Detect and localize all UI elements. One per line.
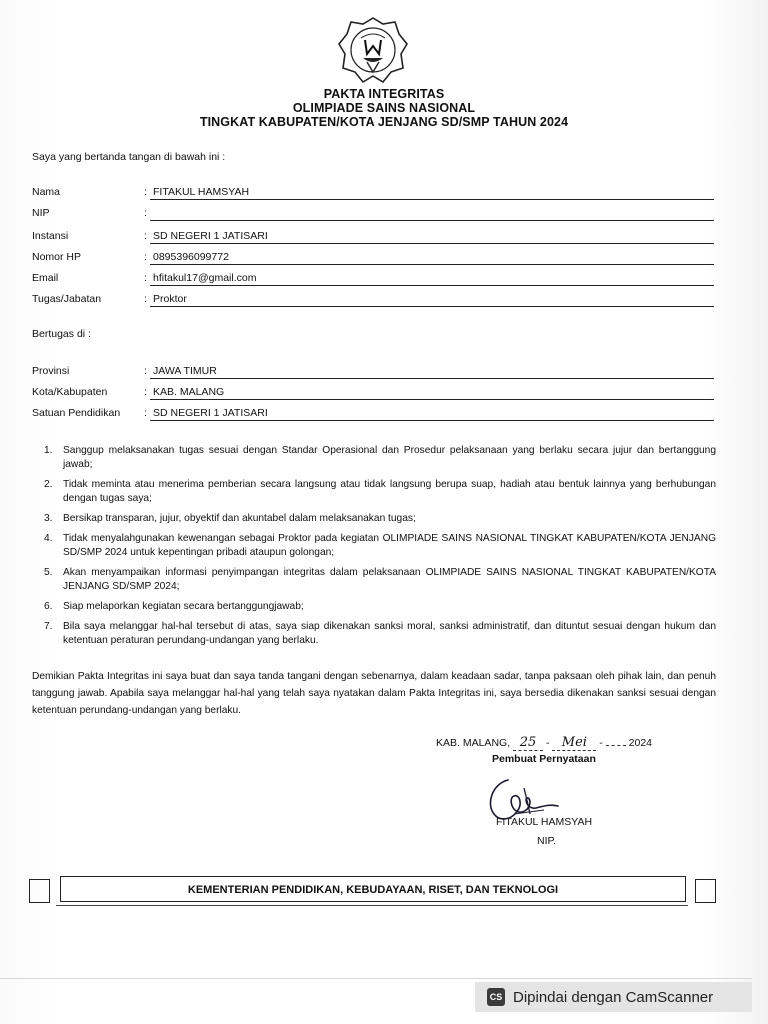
- statement-text: Akan menyampaikan informasi penyimpangan integritas dalam pelaksanaan OLIMPIADE SAINS NASIONAL TINGKAT KABUPATEN/KOTA JENJANG SD/SMP 2024;: [63, 567, 716, 592]
- title-line-1: PAKTA INTEGRITAS: [323, 87, 445, 101]
- field-nip: [32, 205, 714, 223]
- date-month: Mei: [561, 735, 587, 750]
- field-colon: :: [144, 272, 147, 284]
- field-underline: [150, 243, 714, 244]
- field-label: Instansi: [32, 230, 69, 242]
- field-label: Tugas/Jabatan: [32, 293, 102, 305]
- signer-name: FITAKUL HAMSYAH: [496, 816, 593, 828]
- field-label: Kota/Kabupaten: [32, 386, 108, 398]
- title-line-2: OLIMPIADE SAINS NASIONAL: [292, 101, 476, 115]
- field-underline: [150, 220, 714, 221]
- field-label: Nomor HP: [32, 251, 82, 263]
- camscanner-text: Dipindai dengan CamScanner: [513, 988, 714, 1006]
- field-value: hfitakul17@gmail.com: [153, 272, 257, 284]
- field-colon: :: [144, 386, 147, 398]
- statement-item: [40, 512, 716, 526]
- field-underline: [150, 378, 714, 379]
- field-email: [32, 270, 714, 288]
- field-colon: :: [144, 407, 147, 419]
- statement-item: [40, 532, 716, 560]
- field-nama: [32, 184, 714, 202]
- field-label: Email: [32, 272, 59, 284]
- place-date: KAB. MALANG, 25 - Mei - 2024: [436, 735, 652, 750]
- camscanner-logo-icon: CS: [487, 988, 505, 1006]
- ministry-underline: [56, 905, 688, 906]
- field-value: JAWA TIMUR: [153, 365, 217, 377]
- day-blank: [513, 735, 543, 751]
- field-underline: [150, 264, 714, 265]
- statement-number: 5.: [44, 567, 53, 578]
- field-tugas-jabatan: [32, 291, 714, 309]
- statement-text: Tidak meminta atau menerima pemberian secara langsung atau tidak langsung berupa suap, hadiah atau bentuk lainnya yang berhubungan dengan tugas saya;: [63, 479, 716, 504]
- statement-text: Siap melaporkan kegiatan secara bertanggungjawab;: [63, 601, 304, 612]
- field-colon: :: [144, 251, 147, 263]
- month-blank: [552, 735, 596, 751]
- title-line-3: TINGKAT KABUPATEN/KOTA JENJANG SD/SMP TAHUN 2024: [199, 115, 569, 129]
- field-label: Provinsi: [32, 365, 70, 377]
- field-colon: :: [144, 293, 147, 305]
- place-text: KAB. MALANG,: [436, 737, 511, 749]
- field-value: KAB. MALANG: [153, 386, 225, 398]
- signer-nip-label: NIP.: [537, 835, 557, 847]
- intro-text: Saya yang bertanda tangan di bawah ini :: [32, 151, 226, 163]
- field-colon: :: [144, 230, 147, 242]
- field-label: NIP: [32, 207, 50, 219]
- statement-item: [40, 620, 716, 648]
- statement-text: Bila saya melanggar hal-hal tersebut di atas, saya siap dikenakan sanksi moral, sanksi administratif, dan dituntut sesuai dengan hukum dan ketentuan peraturan perundang-undangan yang berlaku.: [63, 621, 716, 646]
- statement-item: [40, 600, 716, 614]
- camscanner-watermark: [475, 982, 752, 1012]
- field-underline: [150, 306, 714, 307]
- statement-text: Bersikap transparan, jujur, obyektif dan akuntabel dalam melaksanakan tugas;: [63, 513, 416, 524]
- duty-section-label: Bertugas di :: [32, 328, 91, 340]
- statement-item: [40, 478, 716, 506]
- ministry-banner: KEMENTERIAN PENDIDIKAN, KEBUDAYAAN, RISET, DAN TEKNOLOGI: [60, 876, 686, 902]
- field-satuan-pendidikan: [32, 405, 714, 423]
- statement-text: Sanggup melaksanakan tugas sesuai dengan Standar Operasional dan Prosedur pelaksanaan yang berlaku secara jujur dan bertanggung jawab;: [63, 445, 716, 470]
- statement-text: Tidak menyalahgunakan kewenangan sebagai Proktor pada kegiatan OLIMPIADE SAINS NASIONAL TINGKAT KABUPATEN/KOTA JENJANG SD/SMP 2024 untuk kepentingan pribadi ataupun golongan;: [63, 533, 716, 558]
- field-underline: [150, 285, 714, 286]
- field-colon: :: [144, 365, 147, 377]
- year-blank: [606, 745, 626, 746]
- field-colon: :: [144, 207, 147, 219]
- date-day: 25: [519, 735, 537, 750]
- maker-label: Pembuat Pernyataan: [492, 753, 596, 765]
- field-kota-kabupaten: [32, 384, 714, 402]
- statement-number: 3.: [44, 513, 53, 524]
- statement-item: [40, 444, 716, 472]
- field-colon: :: [144, 186, 147, 198]
- footer-left-box: [29, 879, 50, 903]
- field-value: SD NEGERI 1 JATISARI: [153, 407, 268, 419]
- field-value: FITAKUL HAMSYAH: [153, 186, 250, 198]
- statement-number: 7.: [44, 621, 53, 632]
- statement-number: 6.: [44, 601, 53, 612]
- page-fold-line: [0, 978, 752, 979]
- field-provinsi: [32, 363, 714, 381]
- tut-wuri-handayani-emblem-icon: [337, 16, 409, 84]
- field-underline: [150, 399, 714, 400]
- field-label: Nama: [32, 186, 61, 198]
- field-value: 0895396099772: [153, 251, 229, 263]
- field-value: SD NEGERI 1 JATISARI: [153, 230, 268, 242]
- statement-number: 4.: [44, 533, 53, 544]
- statement-number: 1.: [44, 445, 53, 456]
- statement-number: 2.: [44, 479, 53, 490]
- field-nomor-hp: [32, 249, 714, 267]
- integrity-statements-list: [40, 444, 716, 654]
- field-underline: [150, 420, 714, 421]
- closing-paragraph: Demikian Pakta Integritas ini saya buat dan saya tanda tangani dengan sebenarnya, dalam keadaan sadar, tanpa paksaan oleh pihak lain, dan penuh tanggung jawab. Apabila saya melanggar hal-hal yang telah saya nyatakan dalam Pakta Integritas ini, saya bersedia dikenakan sanksi sesuai dengan ketentuan perundang-undangan yang berlaku.: [32, 671, 716, 716]
- footer-right-box: [695, 879, 716, 903]
- date-year: 2024: [628, 737, 652, 749]
- field-underline: [150, 199, 714, 200]
- document-title: [0, 87, 768, 129]
- field-label: Satuan Pendidikan: [32, 407, 121, 419]
- field-value: Proktor: [153, 293, 187, 305]
- field-instansi: [32, 228, 714, 246]
- statement-item: [40, 566, 716, 594]
